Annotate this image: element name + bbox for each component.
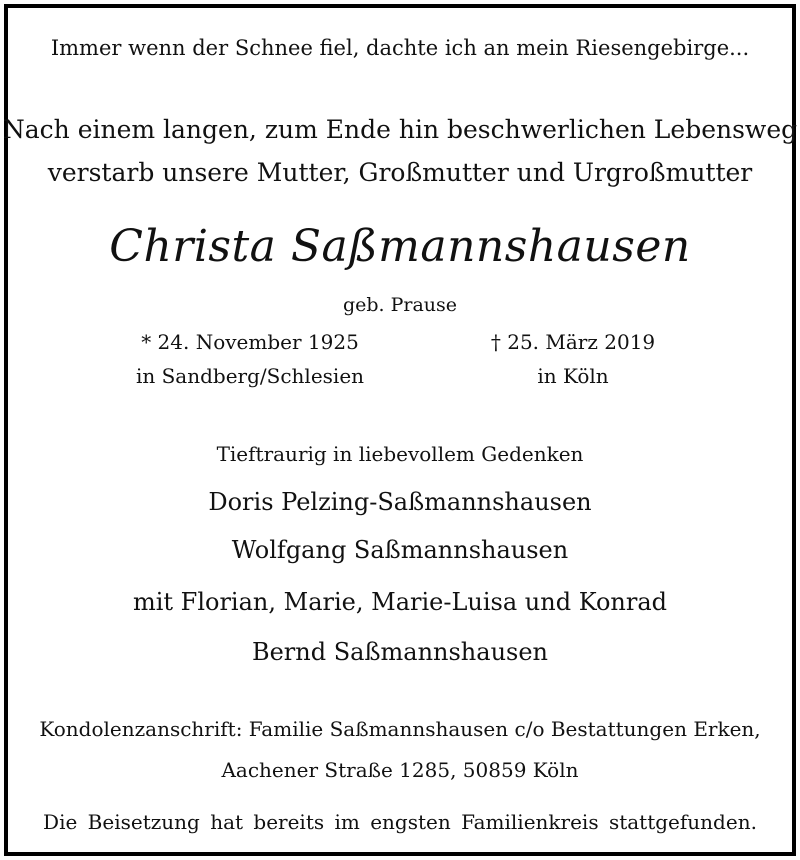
mourner-name: Wolfgang Saßmannshausen — [231, 536, 569, 564]
condolence-address-line-2: Aachener Straße 1285, 50859 Köln — [221, 758, 579, 782]
condolence-address-line-1: Kondolenzanschrift: Familie Saßmannshausen c/o Bestattungen Erken, — [39, 717, 761, 741]
intro-line-1: Nach einem langen, zum Ende hin beschwerlichen Lebensweg — [2, 115, 798, 144]
maiden-name: geb. Prause — [342, 294, 458, 316]
death-date: † 25. März 2019 — [490, 330, 656, 354]
mourner-name: mit Florian, Marie, Marie-Luisa und Konrad — [132, 588, 668, 616]
motto-text: Immer wenn der Schnee fiel, dachte ich an mein Riesengebirge... — [50, 36, 750, 60]
deceased-name: Christa Saßmannshausen — [109, 221, 691, 272]
birth-date: * 24. November 1925 — [141, 330, 359, 354]
mourner-name: Doris Pelzing-Saßmannshausen — [208, 488, 592, 516]
mourner-name: Bernd Saßmannshausen — [251, 638, 549, 666]
birth-place: in Sandberg/Schlesien — [135, 364, 365, 388]
intro-line-2: verstarb unsere Mutter, Großmutter und Urgroßmutter — [47, 158, 753, 187]
burial-note: Die Beisetzung hat bereits im engsten Familienkreis stattgefunden. — [43, 810, 757, 834]
mourning-line: Tieftraurig in liebevollem Gedenken — [216, 442, 584, 466]
death-place: in Köln — [537, 364, 609, 388]
